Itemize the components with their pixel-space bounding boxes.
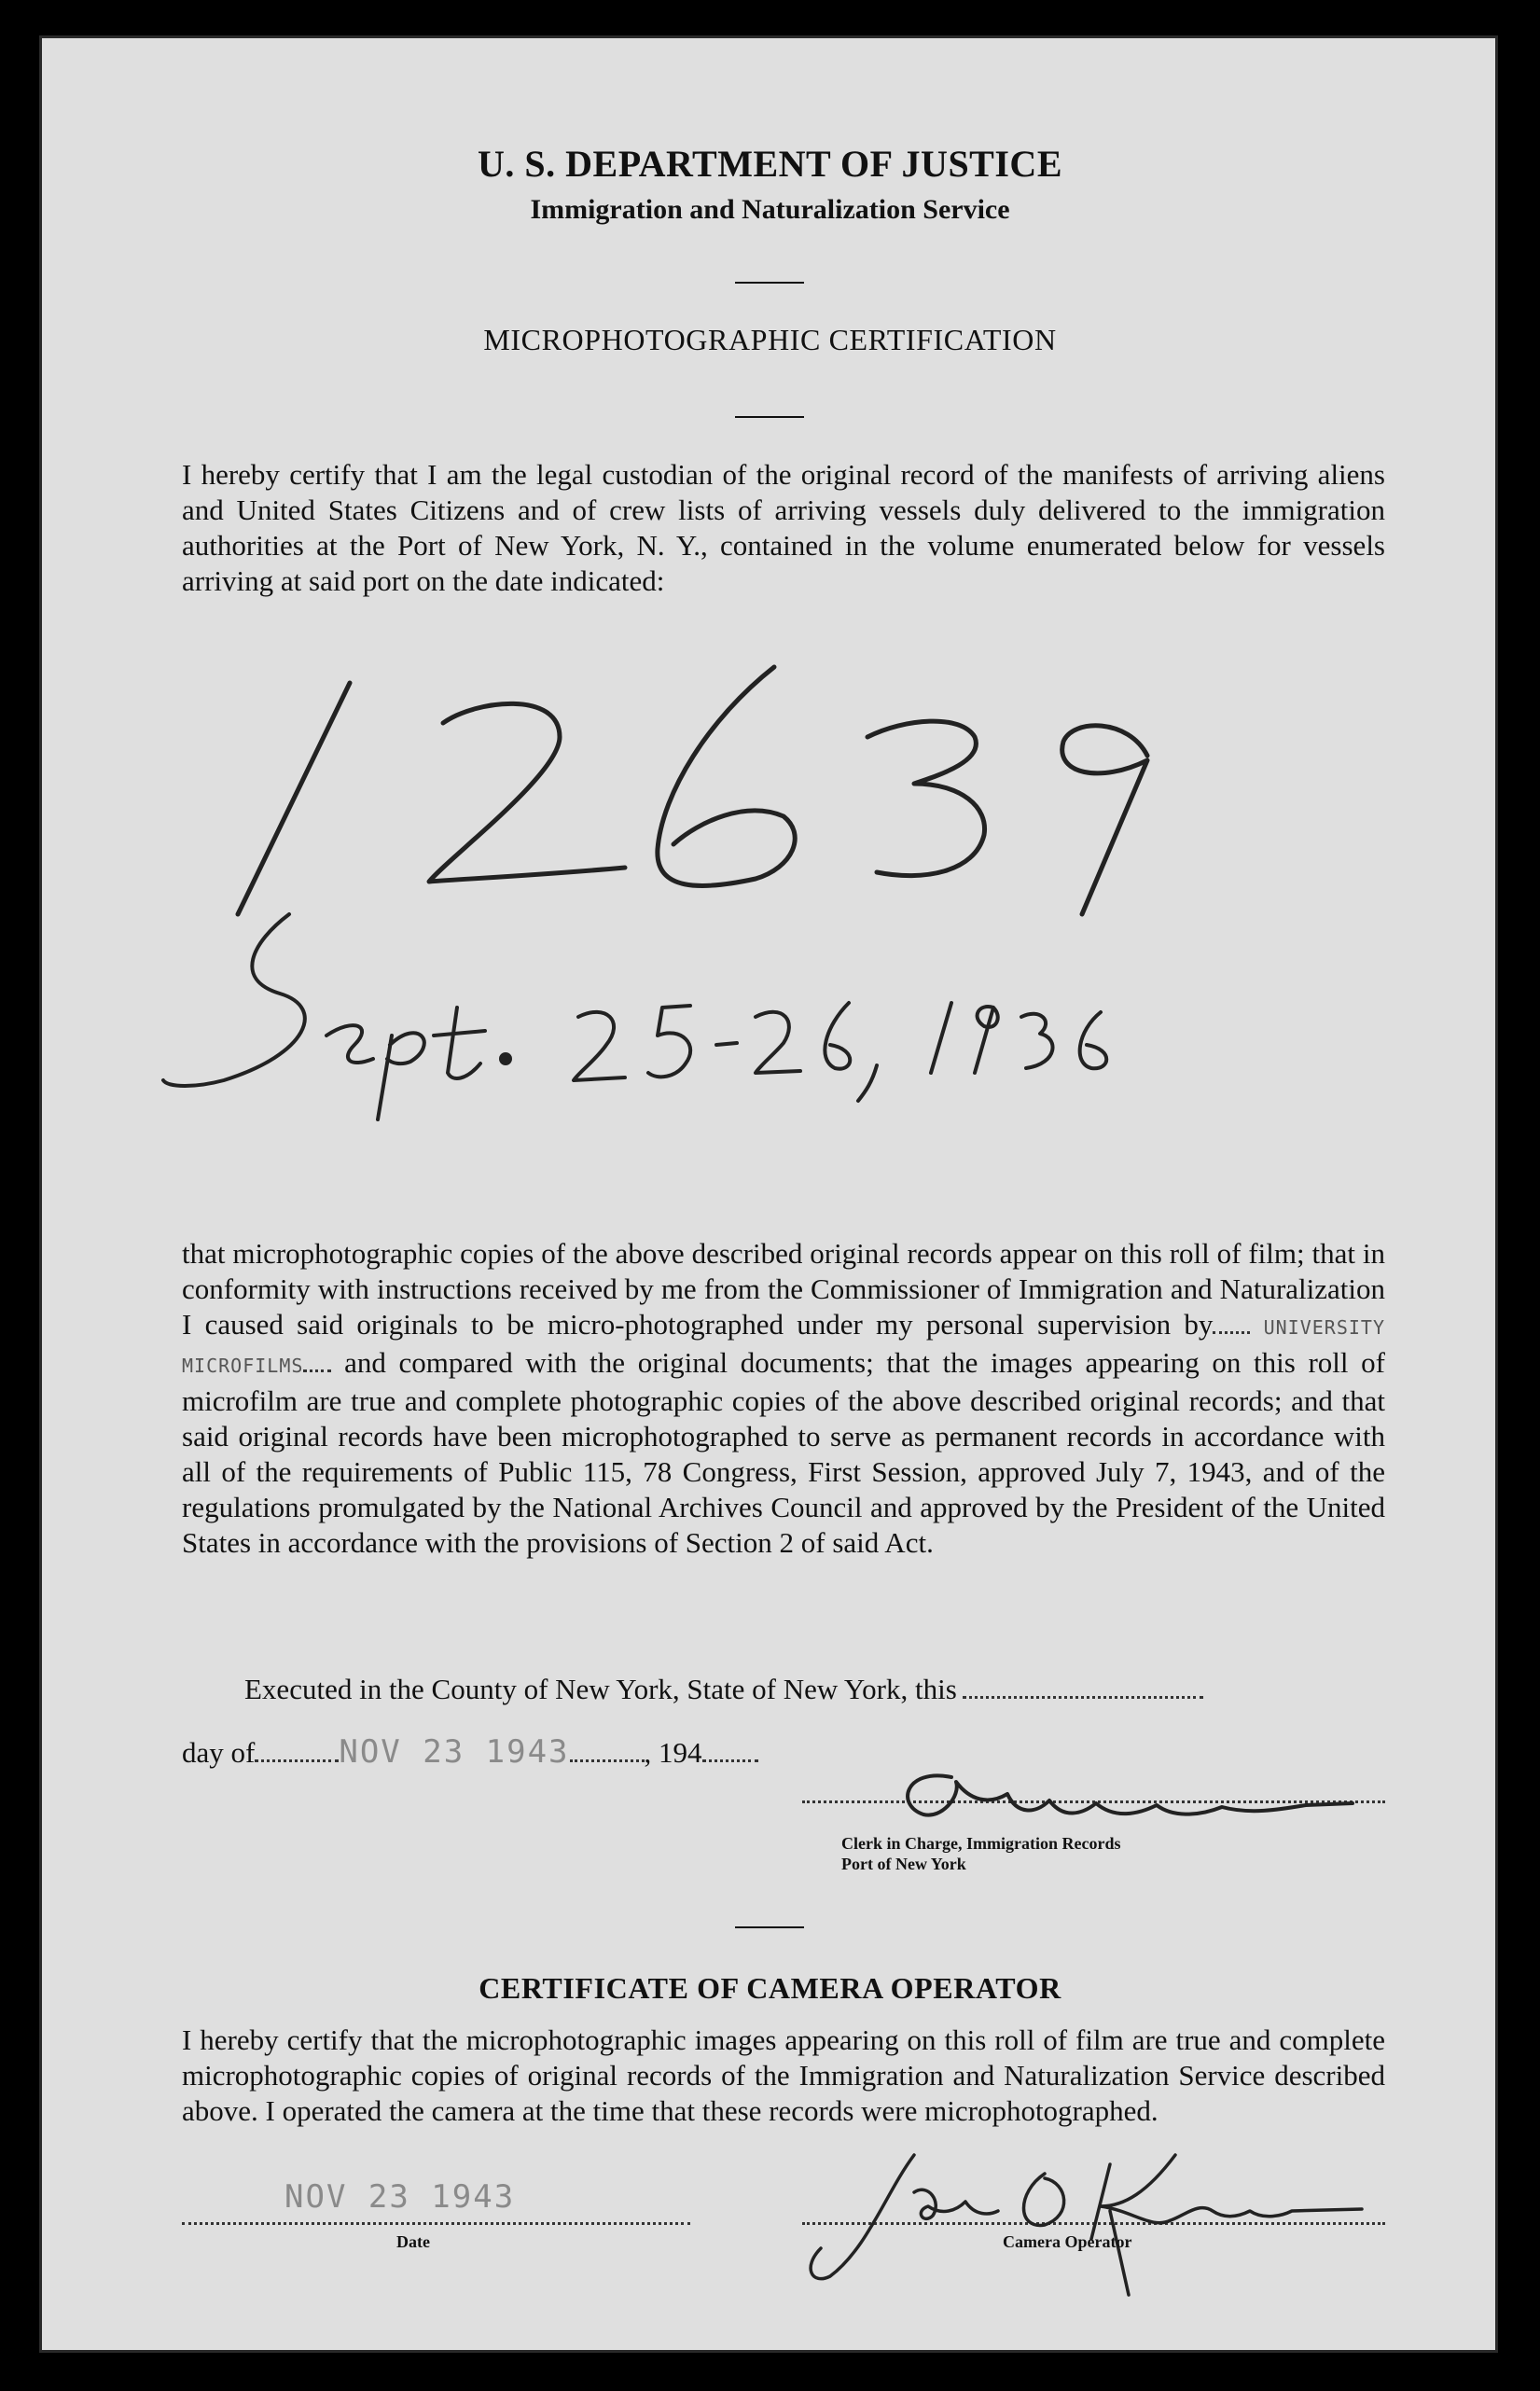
executed-text: Executed in the County of New York, State of New York, this [244,1673,957,1705]
clerk-signature [886,1749,1371,1833]
dotted-leader [963,1696,1203,1699]
dotted-leader [303,1369,331,1372]
divider [735,1926,804,1928]
dotted-leader [255,1759,339,1762]
document-title: MICROPHOTOGRAPHIC CERTIFICATION [483,323,1057,356]
certification-body [182,1236,1385,1561]
operator-signature [802,2136,1399,2304]
stamped-date: NOV 23 1943 [339,1733,570,1771]
clerk-title [841,1833,1120,1874]
date-label: Date [396,2232,430,2251]
year-prefix: , 194 [644,1736,702,1769]
certification-body-rest: and compared with the original documents; that the images appearing on this roll of microfilm are true and complete photographic copies of the above described original records; and that said original records have been microphotographed to serve as permanent records in accordance with all of the requirements of Public 115, 78 Congress, First Session, approved July 7, 1943, and of the regulations promulgated by the National Archives Council and approved by the President of the United States in accordance with the provisions of Section 2 of said Act. [182,1346,1386,1559]
handwritten-volume-number [238,667,1147,914]
date-line [182,2222,690,2225]
clerk-title-line2: Port of New York [841,1855,966,1873]
divider [735,282,804,284]
camera-stamped-date: NOV 23 1943 [284,2178,516,2216]
clerk-title-line1: Clerk in Charge, Immigration Records [841,1834,1121,1853]
microfilm-company: UNIVERSITY MICROFILMS [182,1316,1386,1377]
handwritten-volume-and-date [140,634,1446,1231]
handwritten-date [163,914,1106,1119]
dotted-leader [702,1759,758,1762]
department-heading: U. S. DEPARTMENT OF JUSTICE [478,143,1062,185]
certification-intro: I hereby certify that I am the legal custodian of the original record of the manifests of arriving aliens and United States Citizens and of crew lists of arriving vessels duly delivered to the immigration authorities at the Port of New York, N. Y., contained in the volume enumerated below for vessels arriving at said port on the date indicated: [182,458,1385,597]
service-subheading: Immigration and Naturalization Service [530,194,1010,225]
day-of-label: day of [182,1736,256,1769]
operator-label: Camera Operator [1003,2232,1132,2251]
camera-certificate-text: I hereby certify that the microphotographic images appearing on this roll of film are true and complete microphotographic copies of original records of the Immigration and Naturalization Service described above. I operated the camera at the time that these records were microphotographed. [182,2023,1385,2127]
dotted-leader [1213,1331,1250,1334]
camera-certificate-title: CERTIFICATE OF CAMERA OPERATOR [479,1971,1061,2005]
dotted-leader [570,1759,645,1762]
certification-body-lead: that microphotographic copies of the above described original records appear on this roll of film; that in conformity with instructions received by me from the Commissioner of Immigration and Naturalization I caused said originals to be micro-photographed under my personal supervision by [182,1237,1385,1341]
divider [735,416,804,418]
executed-line [244,1673,1386,1706]
day-of-line [182,1733,758,1771]
